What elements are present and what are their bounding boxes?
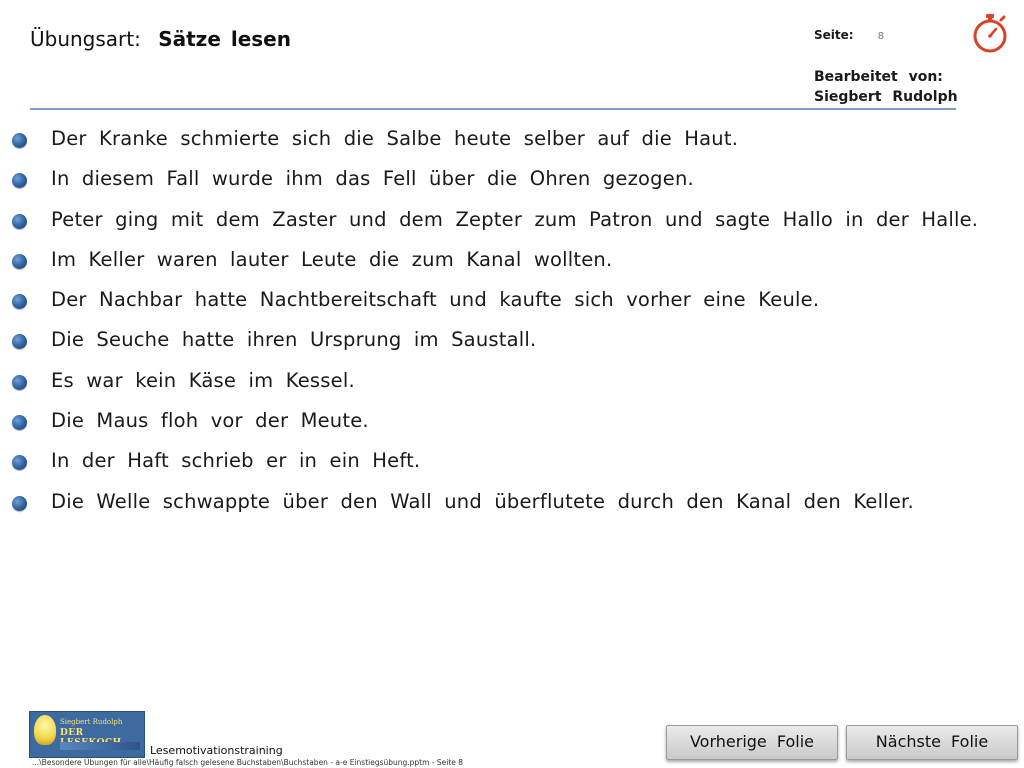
bullet-icon xyxy=(12,254,27,269)
header-divider xyxy=(30,108,956,110)
sentence-text: In diesem Fall wurde ihm das Fell über die Ohren gezogen. xyxy=(51,167,694,191)
stopwatch-icon[interactable] xyxy=(970,12,1010,54)
sentence-text: Die Maus floh vor der Meute. xyxy=(51,409,369,433)
sentence-text: Im Keller waren lauter Leute die zum Kanal wollten. xyxy=(51,247,613,271)
bullet-icon xyxy=(12,455,27,470)
sentence-text: Der Nachbar hatte Nachtbereitschaft und kaufte sich vorher eine Keule. xyxy=(51,288,820,312)
sentence-text: Peter ging mit dem Zaster und dem Zepter zum Patron und sagte Hallo in der Halle. xyxy=(51,207,979,231)
editor-label: Bearbeitet von: xyxy=(814,69,943,85)
bullet-icon xyxy=(12,415,27,430)
sentence-text: Die Seuche hatte ihren Ursprung im Saustall. xyxy=(51,328,537,352)
bullet-icon xyxy=(12,294,27,309)
lightbulb-icon xyxy=(34,715,56,745)
footer-label: Lesemotivationstraining xyxy=(150,744,283,757)
lesekoch-logo xyxy=(29,711,145,758)
bullet-icon xyxy=(12,375,27,390)
sentence-text: Es war kein Käse im Kessel. xyxy=(51,368,355,392)
bullet-icon xyxy=(12,133,27,148)
next-slide-button[interactable]: Nächste Folie xyxy=(846,725,1018,760)
logo-brand: DER xyxy=(60,728,84,738)
logo-band xyxy=(60,742,140,750)
bullet-icon xyxy=(12,496,27,511)
sentence-text: In der Haft schrieb er in ein Heft. xyxy=(51,449,421,473)
previous-slide-button[interactable]: Vorherige Folie xyxy=(666,725,838,760)
exercise-type-value: Sätze lesen xyxy=(158,27,291,51)
logo-author: Siegbert Rudolph xyxy=(60,718,123,726)
page-indicator xyxy=(814,28,884,42)
exercise-title xyxy=(30,27,291,51)
bullet-icon xyxy=(12,334,27,349)
sentence-text: Die Welle schwappte über den Wall und überflutete durch den Kanal den Keller. xyxy=(51,489,914,513)
bullet-icon xyxy=(12,173,27,188)
exercise-type-label: Übungsart: xyxy=(30,27,141,51)
bullet-icon xyxy=(12,214,27,229)
page-number: 8 xyxy=(877,31,885,42)
footer-file-path: ...\Besondere Übungen für alle\Häufig falsch gelesene Buchstaben\Buchstaben - a-e Einstiegsübung.pptm - Seite 8 xyxy=(32,758,464,767)
sentence-text: Der Kranke schmierte sich die Salbe heute selber auf die Haut. xyxy=(51,127,739,150)
editor-name: Siegbert Rudolph xyxy=(814,89,958,105)
editor-info xyxy=(814,67,958,107)
page-label: Seite: xyxy=(814,28,854,42)
